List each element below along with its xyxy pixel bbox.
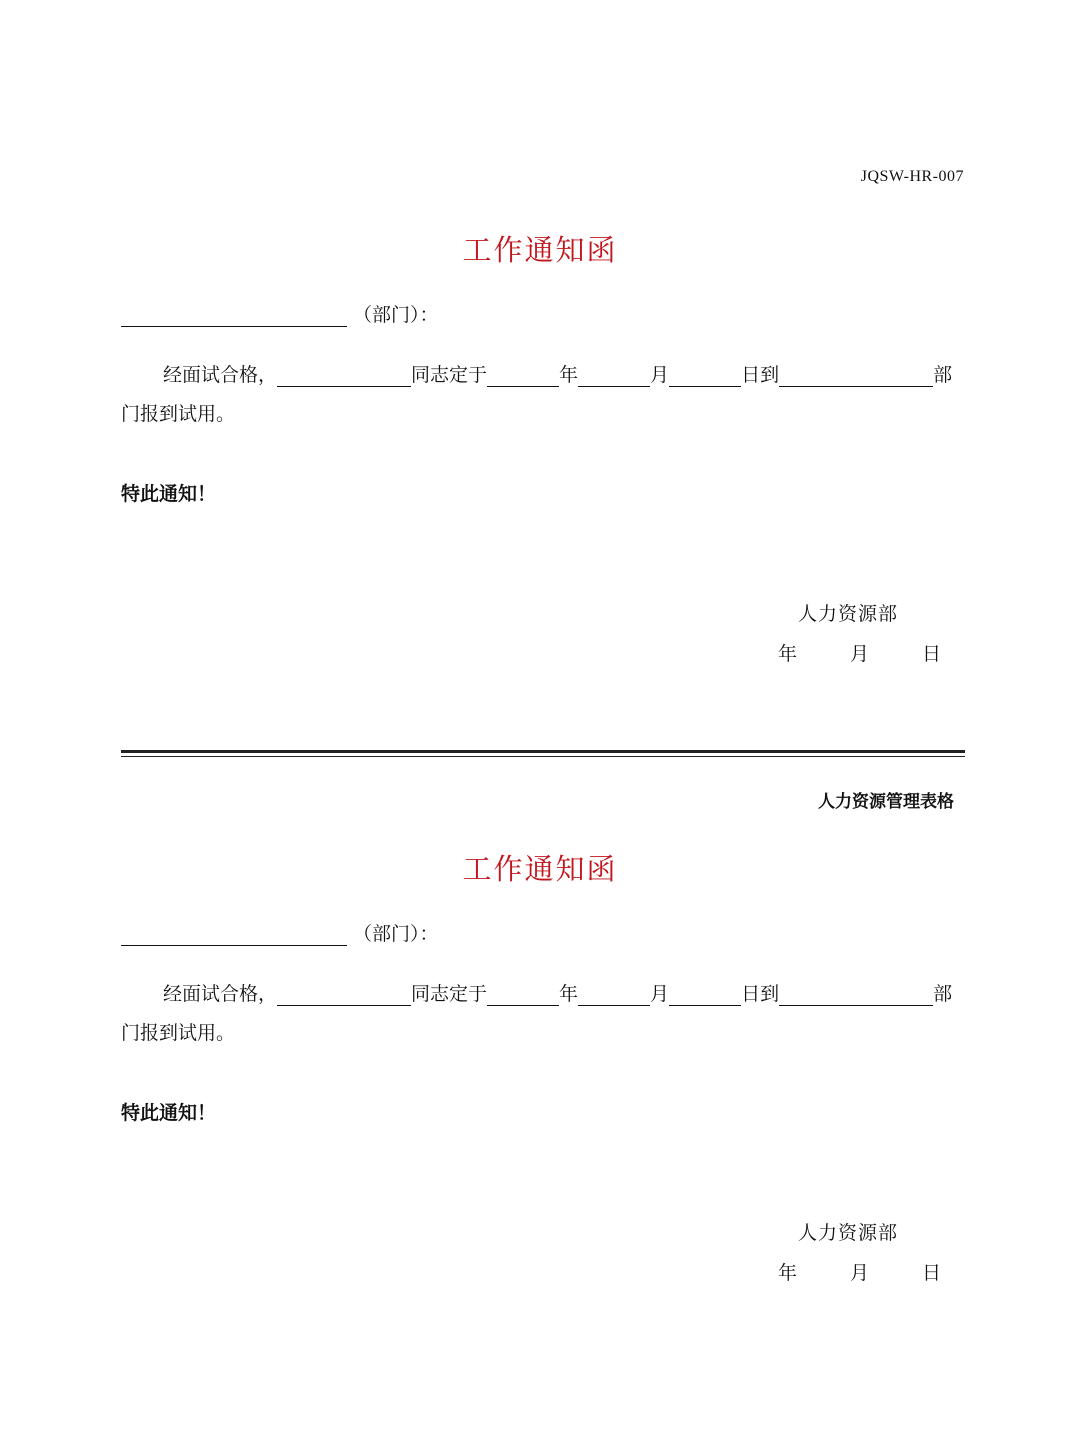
department-blank[interactable] — [121, 923, 347, 946]
year-blank[interactable] — [487, 983, 559, 1006]
form-code: JQSW-HR-007 — [860, 168, 964, 185]
date-month-label: 月 — [850, 1262, 870, 1284]
date-day-label: 日 — [922, 1262, 942, 1284]
department-line — [121, 297, 465, 327]
notice-body-line2: 门报到试用。 — [121, 1022, 236, 1044]
special-notice: 特此通知！ — [121, 483, 217, 505]
year-blank[interactable] — [487, 364, 559, 387]
date-year-label: 年 — [778, 643, 798, 665]
signature-department: 人力资源部 — [798, 1222, 899, 1244]
department-blank[interactable] — [121, 304, 347, 327]
year-label: 年 — [559, 364, 579, 386]
intro-text: 经面试合格， — [163, 983, 278, 1005]
name-blank[interactable] — [277, 983, 411, 1006]
special-notice: 特此通知！ — [121, 1102, 217, 1124]
month-blank[interactable] — [578, 983, 650, 1006]
month-label: 月 — [650, 983, 670, 1005]
intro-text: 经面试合格， — [163, 364, 278, 386]
signature-department: 人力资源部 — [798, 603, 899, 625]
department-suffix: （部门）： — [353, 304, 439, 326]
divider-header-label: 人力资源管理表格 — [818, 792, 954, 812]
department-line — [121, 916, 465, 946]
day-to-label: 日到 — [741, 983, 780, 1005]
department-suffix: （部门）： — [353, 923, 439, 945]
comrade-text: 同志定于 — [411, 983, 488, 1005]
divider-thick-line — [121, 750, 965, 753]
year-label: 年 — [559, 983, 579, 1005]
dept-end-label: 部 — [933, 364, 953, 386]
notice-title: 工作通知函 — [462, 852, 618, 886]
month-label: 月 — [650, 364, 670, 386]
notice-body-line — [121, 976, 965, 1006]
date-day-label: 日 — [922, 643, 942, 665]
date-year-label: 年 — [778, 1262, 798, 1284]
target-dept-blank[interactable] — [779, 983, 933, 1006]
day-to-label: 日到 — [741, 364, 780, 386]
day-blank[interactable] — [669, 983, 741, 1006]
name-blank[interactable] — [277, 364, 411, 387]
notice-title: 工作通知函 — [462, 233, 618, 267]
dept-end-label: 部 — [933, 983, 953, 1005]
comrade-text: 同志定于 — [411, 364, 488, 386]
target-dept-blank[interactable] — [779, 364, 933, 387]
notice-body-line2: 门报到试用。 — [121, 403, 236, 425]
notice-body-line — [121, 357, 965, 387]
month-blank[interactable] — [578, 364, 650, 387]
date-month-label: 月 — [850, 643, 870, 665]
day-blank[interactable] — [669, 364, 741, 387]
divider-thin-line — [121, 756, 965, 757]
